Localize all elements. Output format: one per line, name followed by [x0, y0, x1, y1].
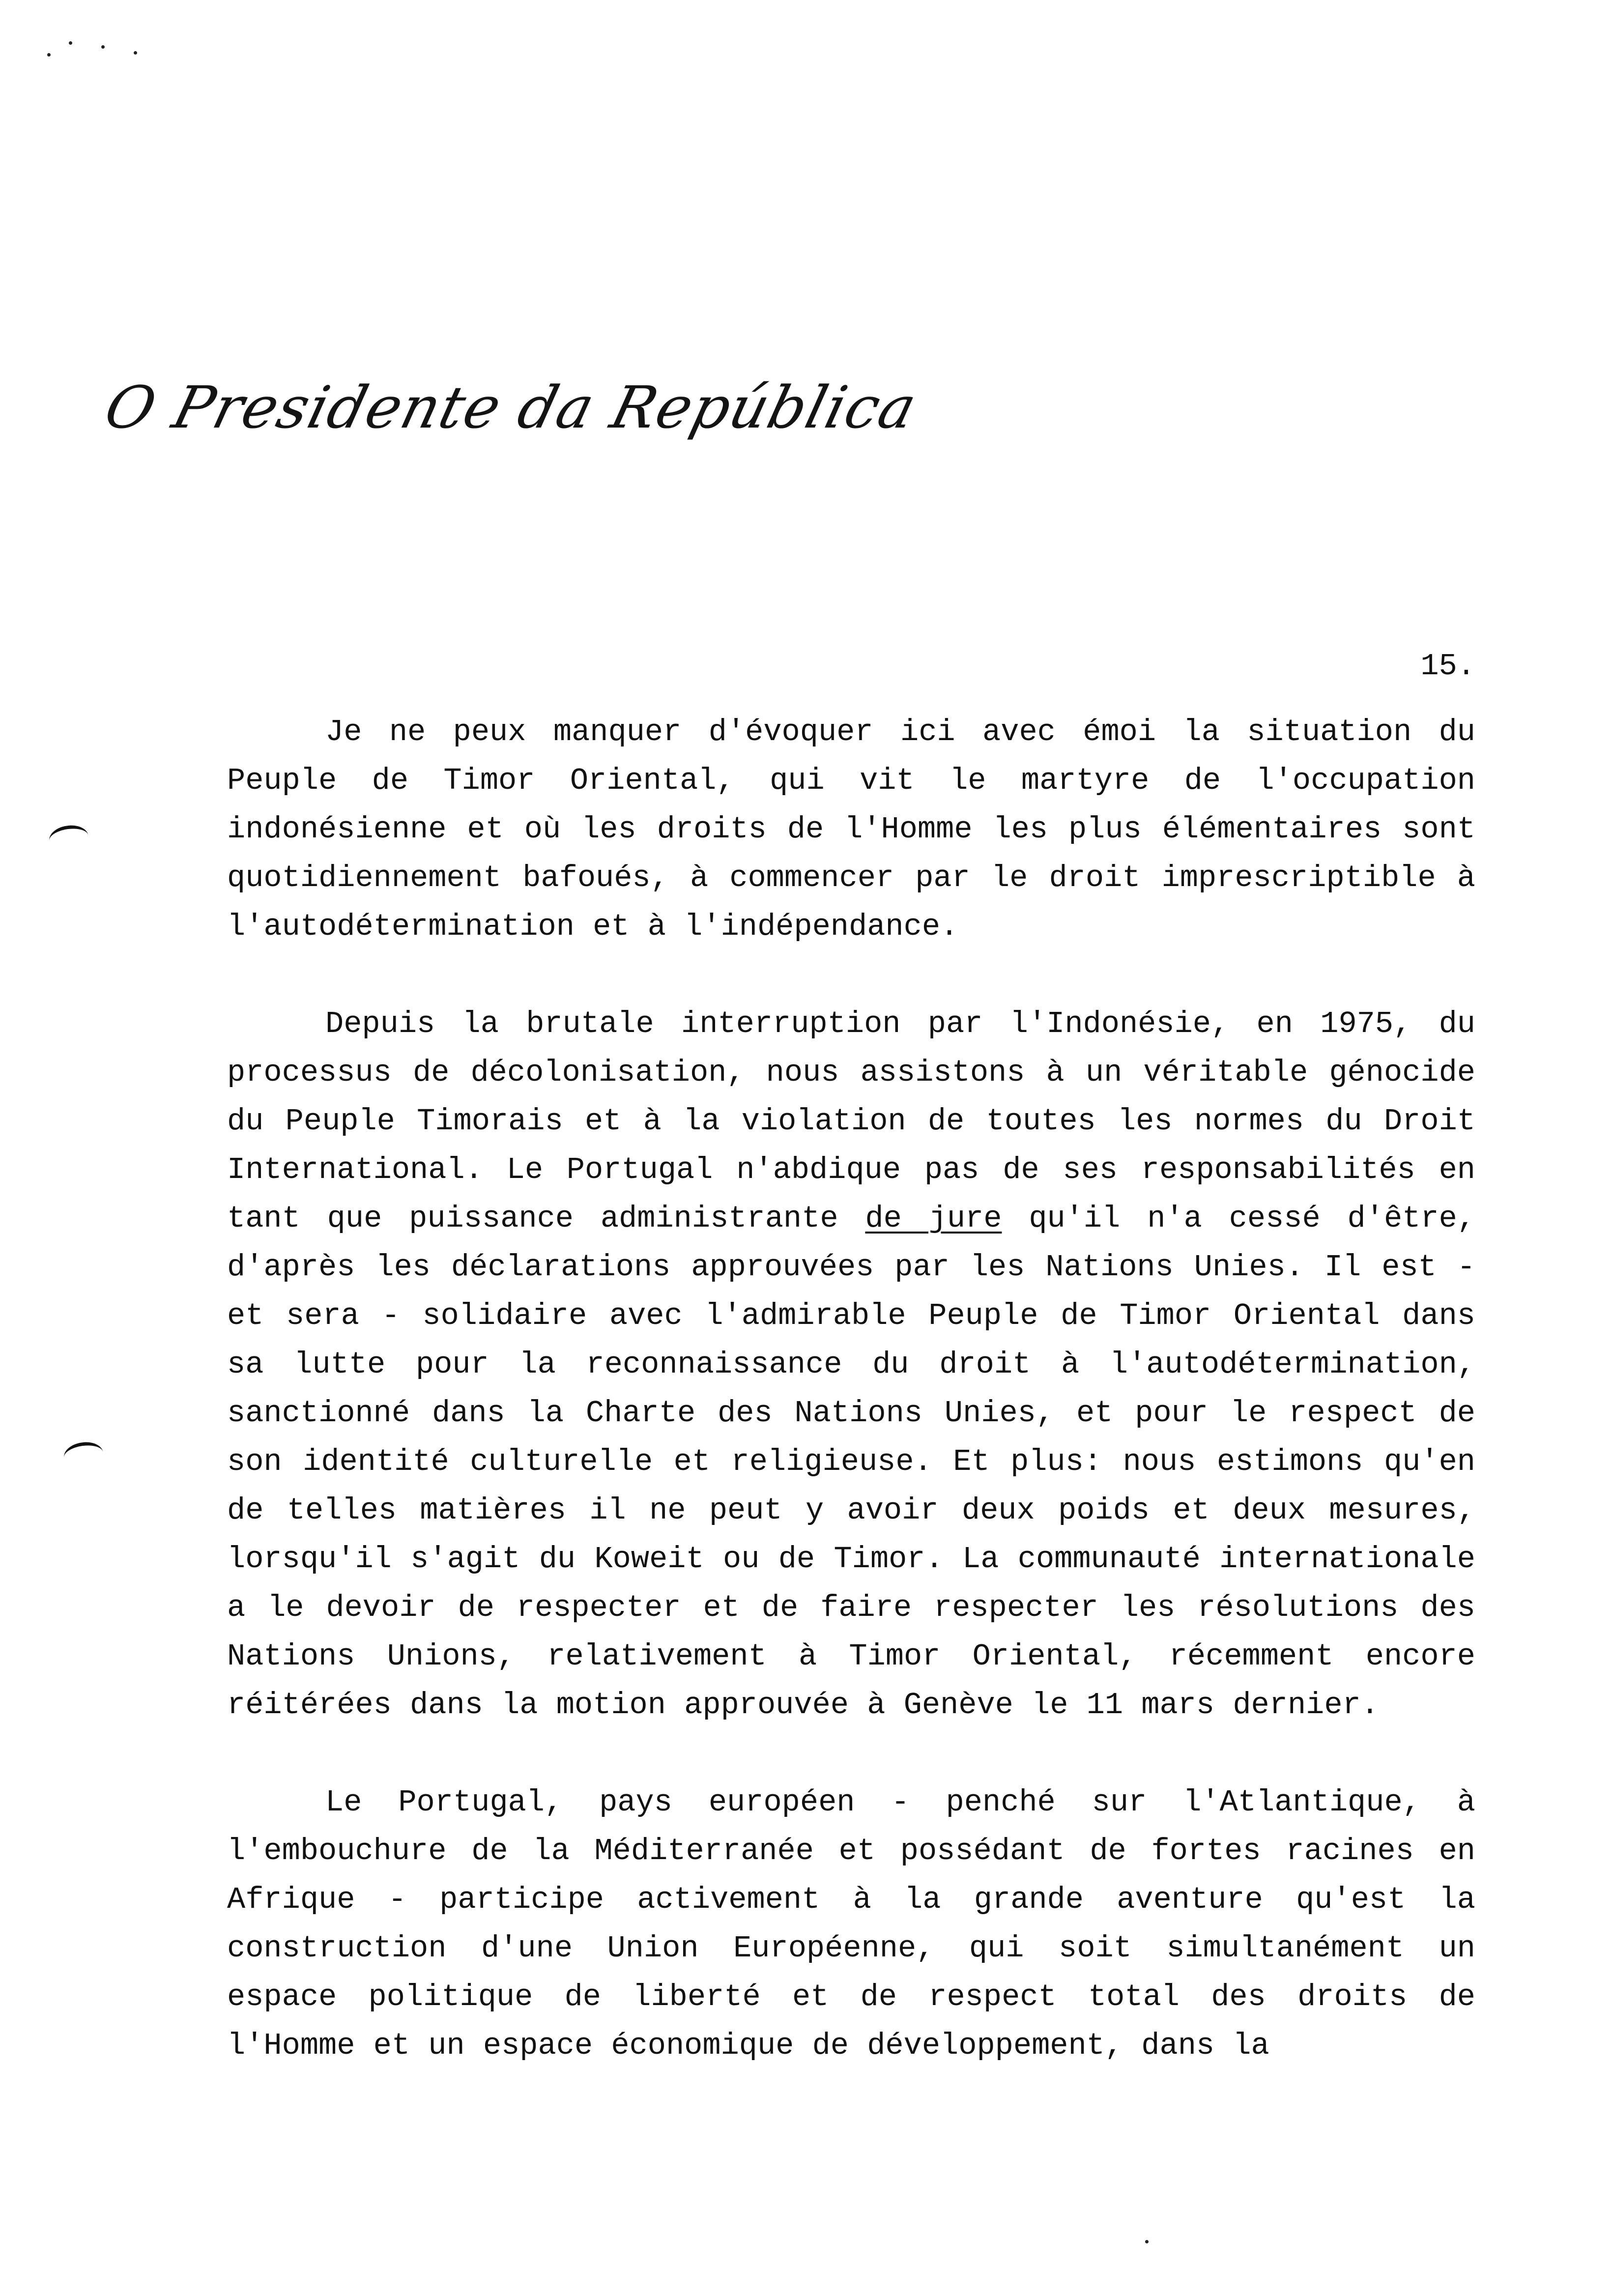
paragraph-text-after: qu'il n'a cessé d'être, d'après les déclarations approuvées par les Nations Unies. Il est - et sera - solidaire avec l'admirable Peuple de Timor Oriental dans sa lutte pour la reconnaissance du droit à l'autodétermination, sanctionné dans la Charte des Nations Unies, et pour le respect de son identité culturelle et religieuse. Et plus: nous estimons qu'en de telles matières il ne peut y avoir deux poids et deux mesures, lorsqu'il s'agit du Koweit ou de Timor. La communauté internationale a le devoir de respecter et de faire respecter les résolutions des Nations Unions, relativement à Timor Oriental, récemment encore réitérées dans la motion approuvée à Genève le 11 mars dernier. [227, 1201, 1475, 1722]
scan-speck [47, 53, 51, 57]
paragraph-timor-situation: Je ne peux manquer d'évoquer ici avec émoi la situation du Peuple de Timor Oriental, qui vit le martyre de l'occupation indonésienne et où les droits de l'Homme les plus élémentaires sont quotidiennement bafoués, à commencer par le droit imprescriptible à l'autodétermination et à l'indépendance. [227, 715, 1475, 944]
scan-speck [1145, 2240, 1149, 2243]
margin-hole-mark-icon [48, 823, 90, 854]
body-text [227, 708, 1475, 2070]
scan-speck [101, 45, 105, 49]
paragraph-decolonisation [227, 1000, 1475, 1729]
scan-speck [69, 41, 72, 45]
scan-speck [134, 51, 137, 55]
underlined-phrase: de jure [865, 1201, 1002, 1236]
page-number: 15. [1420, 649, 1475, 684]
letterhead-title: O Presidente da República [98, 373, 924, 441]
paragraph-european-union: Le Portugal, pays européen - penché sur l'Atlantique, à l'embouchure de la Méditerranée et possédant de fortes racines en Afrique - participe activement à la grande aventure qu'est la construction d'une Union Européenne, qui soit simultanément un espace politique de liberté et de respect total des droits de l'Homme et un espace économique de développement, dans la [227, 1785, 1475, 2063]
paragraph-text-before: Depuis la brutale interruption par l'Indonésie, en 1975, du processus de décolonisation, nous assistons à un véritable génocide du Peuple Timorais et à la violation de toutes les normes du Droit International. Le Portugal n'abdique pas de ses responsabilités en tant que puissance administrante [227, 1006, 1475, 1236]
margin-hole-mark-icon [62, 1440, 105, 1470]
